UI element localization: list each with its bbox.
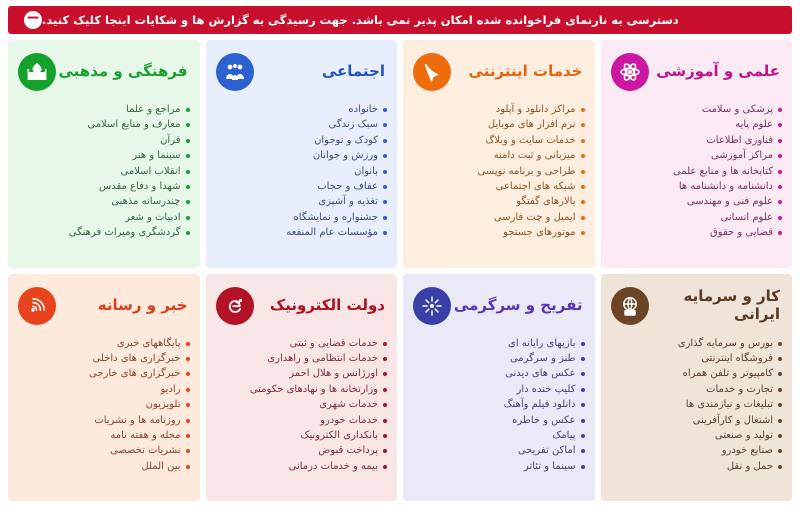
list-item[interactable]: دانلود فیلم وآهنگ — [411, 397, 587, 412]
list-item[interactable]: شبکه های اجتماعی — [411, 179, 587, 194]
card-link-list — [609, 102, 785, 241]
card-header — [411, 46, 587, 98]
alert-banner[interactable] — [8, 6, 792, 34]
atom-icon — [611, 53, 649, 91]
mosque-icon — [18, 53, 56, 91]
card-title: کار و سرمایه ایرانی — [683, 287, 780, 323]
card-header — [214, 46, 390, 98]
card-header — [411, 280, 587, 332]
fireworks-icon — [413, 287, 451, 325]
list-item[interactable]: عفاف و حجاب — [214, 179, 390, 194]
list-item[interactable]: ادبیات و شعر — [16, 210, 192, 225]
card-title: خبر و رسانه — [97, 295, 188, 314]
card-title: علمی و آموزشی — [656, 62, 780, 81]
card-header — [16, 280, 192, 332]
list-item[interactable]: خدمات خودرو — [214, 413, 390, 428]
card-title: دولت الکترونیک — [269, 295, 385, 314]
card-header — [609, 280, 785, 332]
list-item[interactable]: جشنواره و نمایشگاه — [214, 210, 390, 225]
list-item[interactable]: رادیو — [16, 382, 192, 397]
people-icon — [216, 53, 254, 91]
list-item[interactable]: کامپیوتر و تلفن همراه — [609, 366, 785, 381]
card-link-list — [609, 336, 785, 475]
list-item[interactable]: خدمات انتظامی و راهداری — [214, 351, 390, 366]
category-card-internet-services[interactable] — [403, 40, 595, 268]
list-item[interactable]: تلویزیون — [16, 397, 192, 412]
list-item[interactable]: تجارت و خدمات — [609, 382, 785, 397]
list-item[interactable]: مؤسسات عام المنفعه — [214, 225, 390, 240]
list-item[interactable]: خدمات قضایی و ثبتی — [214, 336, 390, 351]
card-title: تفریح و سرگرمی — [453, 295, 583, 314]
broadcast-icon — [18, 287, 56, 325]
category-card-science-education[interactable] — [601, 40, 793, 268]
list-item[interactable]: کودک و نوجوان — [214, 133, 390, 148]
card-link-list — [214, 336, 390, 475]
list-item[interactable]: کتابخانه ها و منابع علمی — [609, 164, 785, 179]
category-grid — [8, 40, 792, 501]
list-item[interactable]: روزنامه ها و نشریات — [16, 413, 192, 428]
list-item[interactable]: موتورهای جستجو — [411, 225, 587, 240]
list-item[interactable]: علوم انسانی — [609, 210, 785, 225]
cursor-click-icon — [413, 53, 451, 91]
list-item[interactable]: سینما و تئاتر — [411, 459, 587, 474]
list-item[interactable]: خانواده — [214, 102, 390, 117]
list-item[interactable]: مجله و هفته نامه — [16, 428, 192, 443]
list-item[interactable]: طراحی و برنامه نویسی — [411, 164, 587, 179]
card-link-list — [16, 102, 192, 241]
list-item[interactable]: انقلاب اسلامی — [16, 164, 192, 179]
card-link-list — [411, 336, 587, 475]
list-item[interactable]: عکس و خاطره — [411, 413, 587, 428]
card-header — [16, 46, 192, 98]
category-card-entertainment[interactable] — [403, 274, 595, 502]
list-item[interactable]: تبلیغات و نیازمندی ها — [609, 397, 785, 412]
card-title: خدمات اینترنتی — [468, 62, 583, 81]
list-item[interactable]: چندرسانه مذهبی — [16, 194, 192, 209]
list-item[interactable]: اورژانس و هلال احمر — [214, 366, 390, 381]
list-item[interactable]: بازیهای رایانه ای — [411, 336, 587, 351]
card-link-list — [214, 102, 390, 241]
list-item[interactable]: تولید و صنعتی — [609, 428, 785, 443]
card-title: فرهنگی و مذهبی — [58, 62, 188, 81]
list-item[interactable]: پیامک — [411, 428, 587, 443]
card-link-list — [16, 336, 192, 475]
category-card-e-government[interactable] — [206, 274, 398, 502]
list-item[interactable]: طنز و سرگرمی — [411, 351, 587, 366]
list-item[interactable]: بورس و سرمایه گذاری — [609, 336, 785, 351]
list-item[interactable]: بانکداری الکترونیک — [214, 428, 390, 443]
list-item[interactable]: اماکن تفریحی — [411, 443, 587, 458]
list-item[interactable]: بین الملل — [16, 459, 192, 474]
category-card-social[interactable] — [206, 40, 398, 268]
list-item[interactable]: اشتغال و کارآفرینی — [609, 413, 785, 428]
list-item[interactable]: وزارتخانه ها و نهادهای حکومتی — [214, 382, 390, 397]
list-item[interactable]: مراکز دانلود و آپلود — [411, 102, 587, 117]
list-item[interactable]: قضایی و حقوق — [609, 225, 785, 240]
list-item[interactable]: علوم پایه — [609, 117, 785, 132]
list-item[interactable]: عکس های دیدنی — [411, 366, 587, 381]
list-item[interactable]: بالارهای گفتگو — [411, 194, 587, 209]
list-item[interactable]: میزبانی و ثبت دامنه — [411, 148, 587, 163]
list-item[interactable]: خدمات سایت و وبلاگ — [411, 133, 587, 148]
list-item[interactable]: سینما و هنر — [16, 148, 192, 163]
card-link-list — [411, 102, 587, 241]
list-item[interactable]: فناوری اطلاعات — [609, 133, 785, 148]
minus-circle-icon: − — [25, 8, 41, 28]
alert-message: دسترسی به نارنمای فراخوانده شده امکان پذیر نمی باشد. جهت رسیدگی به گزارش ها و شکایات اینجا کلیک کنید. — [42, 13, 679, 27]
category-card-culture-religion[interactable] — [8, 40, 200, 268]
list-item[interactable]: صنایع خودرو — [609, 443, 785, 458]
list-item[interactable]: مراکز آموزشی — [609, 148, 785, 163]
list-item[interactable]: حمل و نقل — [609, 459, 785, 474]
list-item[interactable]: تغذیه و آشپزی — [214, 194, 390, 209]
list-item[interactable]: خدمات شهری — [214, 397, 390, 412]
list-item[interactable]: خبرگزاری های داخلی — [16, 351, 192, 366]
list-item[interactable]: کلیپ خنده دار — [411, 382, 587, 397]
list-item[interactable]: بانوان — [214, 164, 390, 179]
list-item[interactable]: فروشگاه اینترنتی — [609, 351, 785, 366]
category-card-news-media[interactable] — [8, 274, 200, 502]
list-item[interactable]: علوم فنی و مهندسی — [609, 194, 785, 209]
list-item[interactable]: ورزش و جوانان — [214, 148, 390, 163]
list-item[interactable]: دانشنامه و دانشنامه ها — [609, 179, 785, 194]
globe-briefcase-icon — [611, 287, 649, 325]
list-item[interactable]: پایگاههای خبری — [16, 336, 192, 351]
list-item[interactable]: پزشکی و سلامت — [609, 102, 785, 117]
list-item[interactable]: خبرگزاری های خارجی — [16, 366, 192, 381]
list-item[interactable]: شهدا و دفاع مقدس — [16, 179, 192, 194]
list-item[interactable]: سبک زندگی — [214, 117, 390, 132]
card-header — [214, 280, 390, 332]
list-item[interactable]: پرداخت قبوض — [214, 443, 390, 458]
list-item[interactable]: معارف و منابع اسلامی — [16, 117, 192, 132]
card-header — [609, 46, 785, 98]
list-item[interactable]: گردشگری ومیراث فرهنگی — [16, 225, 192, 240]
e-gov-icon — [216, 287, 254, 325]
list-item[interactable]: مراجع و علما — [16, 102, 192, 117]
card-title: اجتماعی — [321, 62, 385, 81]
list-item[interactable]: نشریات تخصصی — [16, 443, 192, 458]
list-item[interactable]: نرم افزار های موبایل — [411, 117, 587, 132]
category-card-business-capital[interactable] — [601, 274, 793, 502]
list-item[interactable]: قرآن — [16, 133, 192, 148]
list-item[interactable]: بیمه و خدمات درمانی — [214, 459, 390, 474]
list-item[interactable]: ایمیل و چت فارسی — [411, 210, 587, 225]
